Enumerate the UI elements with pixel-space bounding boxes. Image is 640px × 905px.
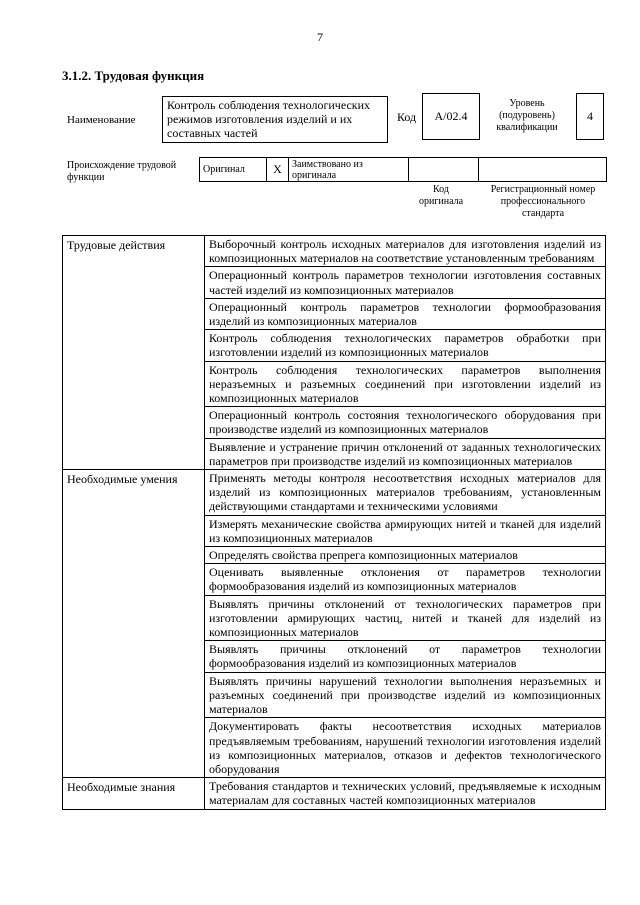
page-number: 7 xyxy=(317,30,323,44)
item-cell: Выявлять причины отклонений от технологических параметров при изготовлении армирующих частиц, нитей и тканей для изделий из композиционных материалов xyxy=(205,595,606,641)
item-cell: Выявлять причины отклонений от параметров технологии формообразования изделий из композиционных материалов xyxy=(205,641,606,672)
category-cell: Необходимые знания xyxy=(63,778,205,809)
table-row xyxy=(63,236,606,267)
borrowed-cell: Заимствовано из оригинала xyxy=(289,158,409,182)
function-code-box: A/02.4 xyxy=(422,93,480,140)
level-label: Уровень (подуровень) квалификации xyxy=(496,98,558,133)
origin-label: Происхождение трудовой функции xyxy=(67,160,177,183)
original-mark: X xyxy=(267,158,289,182)
category-cell: Необходимые умения xyxy=(63,470,205,778)
item-cell: Требования стандартов и технических условий, предъявляемые к исходным материалам для составных частей композиционных материалов xyxy=(205,778,606,809)
item-cell: Измерять механические свойства армирующих нитей и тканей для изделий из композиционных материалов xyxy=(205,515,606,546)
name-label: Наименование xyxy=(67,114,136,126)
table-row xyxy=(63,778,606,809)
item-cell: Выявлять причины нарушений технологии выполнения неразъемных и разъемных соединений при производстве изделий из композиционных материалов xyxy=(205,672,606,718)
item-cell: Операционный контроль параметров технологии формообразования изделий из композиционных материалов xyxy=(205,298,606,329)
item-cell: Определять свойства препрега композиционных материалов xyxy=(205,547,606,564)
original-cell: Оригинал xyxy=(200,158,267,182)
item-cell: Документировать факты несоответствия исходных материалов предъявляемым требованиям, нарушений технологии изготовления изделий из композиционных материалов, отказов и дефектов технологического оборудования xyxy=(205,718,606,778)
category-cell: Трудовые действия xyxy=(63,236,205,470)
item-cell: Выявление и устранение причин отклонений от заданных технологических параметров при производстве изделий из композиционных материалов xyxy=(205,438,606,469)
code-label: Код xyxy=(397,110,417,124)
item-cell: Операционный контроль параметров технологии изготовления составных частей изделий из композиционных материалов xyxy=(205,267,606,298)
labor-function-table xyxy=(62,235,606,810)
code-original-label: Код оригинала xyxy=(418,184,464,207)
origin-table xyxy=(199,157,607,182)
reg-number-label: Регистрационный номер профессионального стандарта xyxy=(490,184,596,219)
code-original-cell xyxy=(409,158,479,182)
item-cell: Операционный контроль состояния технологического оборудования при производстве изделий из композиционных материалов xyxy=(205,407,606,438)
table-row xyxy=(63,470,606,516)
function-name-box: Контроль соблюдения технологических режимов изготовления изделий и их составных частей xyxy=(162,96,388,143)
item-cell: Оценивать выявленные отклонения от параметров технологии формообразования изделий из композиционных материалов xyxy=(205,564,606,595)
section-title: 3.1.2. Трудовая функция xyxy=(62,68,205,83)
qualification-level-box: 4 xyxy=(576,93,604,140)
reg-number-cell xyxy=(479,158,607,182)
item-cell: Выборочный контроль исходных материалов для изготовления изделий из композиционных материалов на соответствие установленным требованиям xyxy=(205,236,606,267)
item-cell: Контроль соблюдения технологических параметров обработки при изготовлении изделий из композиционных материалов xyxy=(205,330,606,361)
item-cell: Контроль соблюдения технологических параметров выполнения неразъемных и разъемных соединений при изготовлении изделий из композиционных материалов xyxy=(205,361,606,407)
item-cell: Применять методы контроля несоответствия исходных материалов для изделий из композиционных материалов требованиям, установленным действующими стандартами и техническими условиями xyxy=(205,470,606,516)
